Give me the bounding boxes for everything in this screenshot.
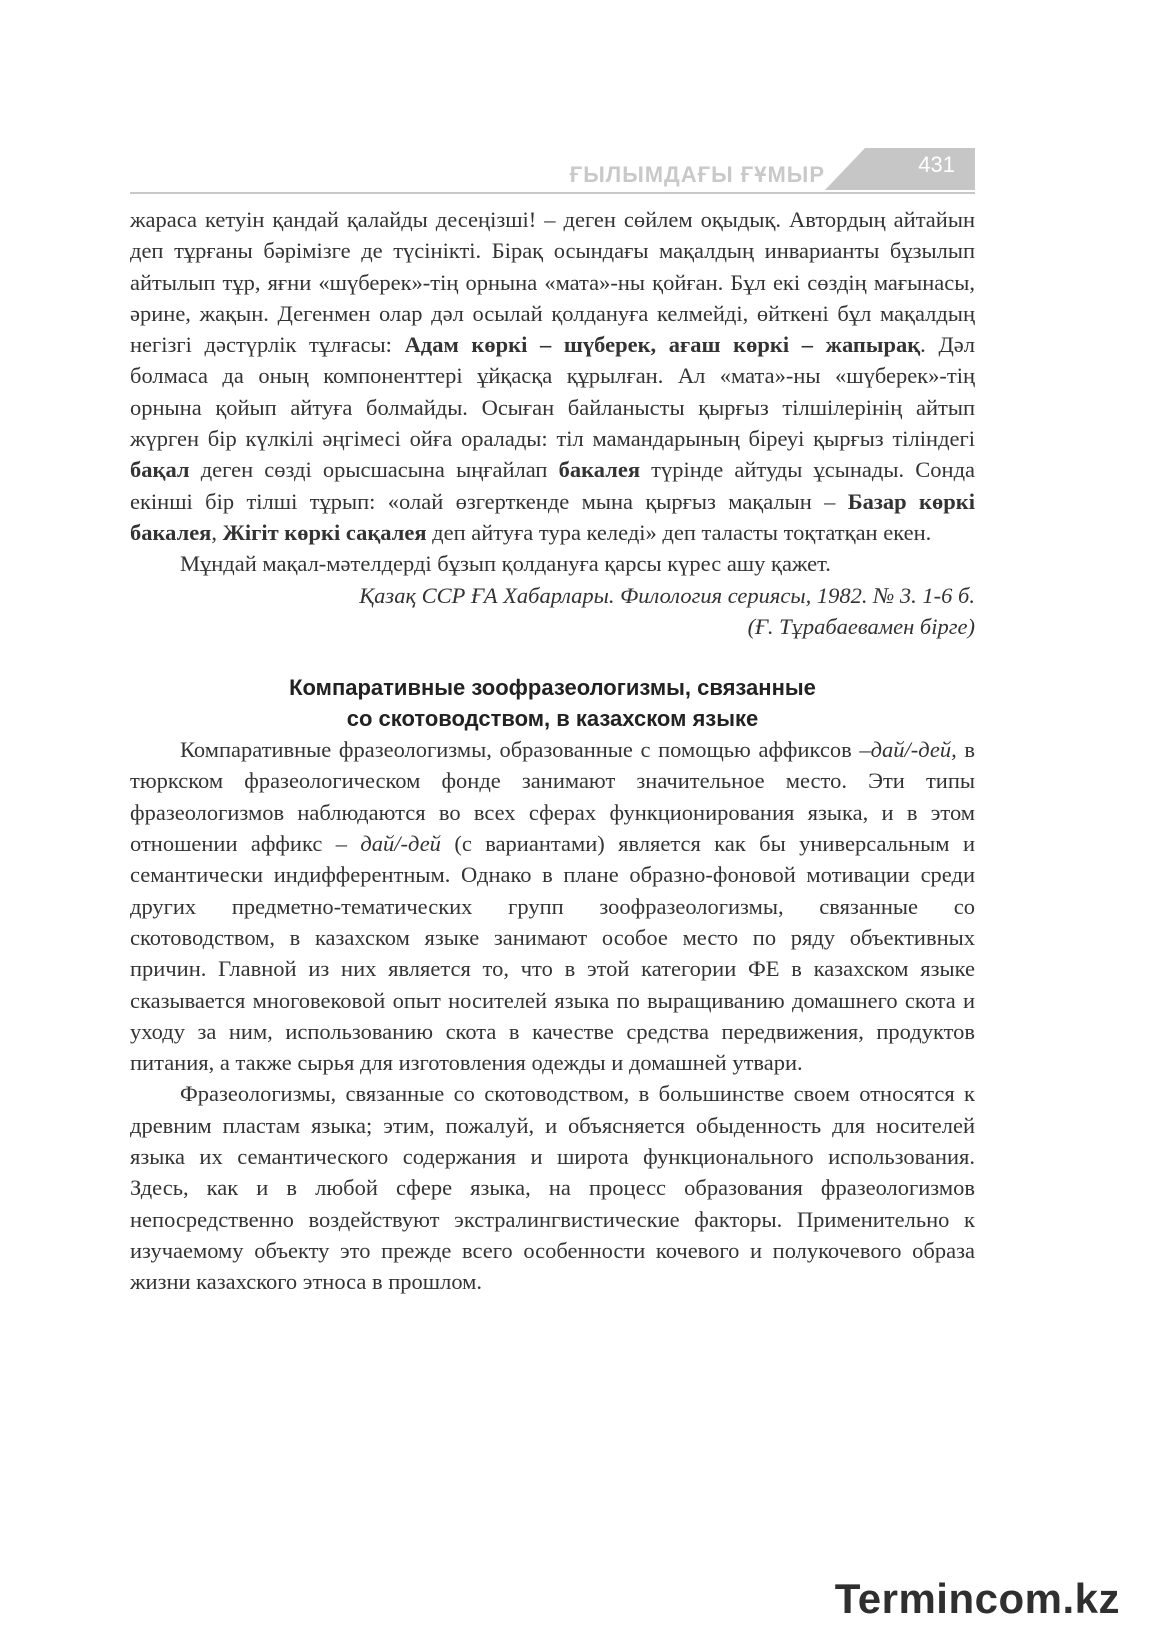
text-run: в тюркском фразеологическом фонде занимают значительное место. Эти типы фразеологизмов наблюдаются во всех сферах функционирования языка, и в этом отношении аффикс [130,737,976,857]
running-header [130,148,975,194]
running-header-title: ҒЫЛЫМДАҒЫ ҒҰМЫР [569,162,825,187]
paragraph-second: Фразеологизмы, связанные со скотоводством, в большинстве своем относятся к древним пластам языка; этим, пожалуй, и объясняется обыденность для носителей языка их семантического содержания и широта функционального использования. Здесь, как и в любой сфере языка, на процесс образования фразеологизмов непосредственно воздействуют экстралингвистические факторы. Применительно к изучаемому объекту это прежде всего особенности кочевого и полукочевого образа жизни казахского этноса в прошлом. [130,1081,975,1295]
page-body [130,204,975,1298]
source-coauthor: (Ғ. Тұрабаевамен бірге) [747,613,975,639]
text-run: (с вариантами) является как бы универсальным и семантически индифферентным. Однако в плане образно-фоновой мотивации среди других предметно-тематических групп зоофразеологизмы, связанные со скотоводством, в казахском языке занимают особое место по ряду объективных причин. Главной из них является то, что в этой категории ФЕ в казахском языке сказывается многовековой опыт носителей языка по выращиванию домашнего скота и уходу за ним, использованию скота в качестве средства передвижения, продуктов питания, а также сырья для изготовления одежды и домашней утвари. [130,831,975,1076]
text-run: , [211,519,223,545]
paragraph-intro [130,734,975,1078]
italic-phrase: –дай/-дей, [859,737,957,763]
text-run: жараса кетуін қандай қалайды десеңізші! – деген сөйлем оқыдық. Автордың айтайын деп тұрғаны бәрімізге де түсінікті. Бірақ осындағы мақалдың инварианты бұзылып айтылып тұр, яғни «шүберек»-тің орнына «мата»-ны қойған. Бұл екі сөздің мағынасы, әрине, жақын. Дегенмен олар дәл осылай қолдануға келмейді, өйткені бұл мақалдың негізгі дәстүрлік тұлғасы: [130,207,975,358]
paragraph-conclusion: Мұндай мақал-мәтелдерді бұзып қолдануға қарсы күрес ашу қажет. [180,551,831,577]
bold-phrase: Жігіт көркі сақалея [222,519,427,545]
text-run: деген сөзді орысшасына ыңғайлап [189,457,559,483]
italic-phrase: – дай/-дей [335,831,441,857]
text-run: деп айтуға тура келеді» деп таласты тоқтатқан екен. [426,519,932,545]
article-heading-line1: Компаративные зоофразеологизмы, связанные [289,675,816,701]
bold-phrase: Адам көркі – шүберек, ағаш көркі – жапырақ [404,332,921,358]
paragraph-continued [130,204,975,548]
bold-phrase: бакалея [558,457,640,483]
bold-phrase: Базар көркі бакалея [130,488,975,545]
page-number: 431 [918,152,955,177]
text-run: түрінде айтуды ұсынады. Сонда екінші бір тілші тұрып: «олай өзгерткенде мына қырғыз мақалын – [130,457,976,514]
article-heading [130,672,975,734]
source-citation: Қазақ ССР ҒА Хабарлары. Филология сериясы, 1982. № 3. 1-6 б. [359,582,975,608]
header-rule [130,192,975,194]
watermark-text: Termincom.kz [834,1575,1120,1622]
text-run: Компаративные фразеологизмы, образованные с помощью аффиксов [180,737,860,763]
text-run: . Дәл болмаса да оның компоненттері ұйқасқа құрылған. Ал «мата»-ны «шүберек»-тің орнына қойып айтуға болмайды. Осыған байланысты қырғыз тілшілерінің айтып жүрген бір күлкілі әңгімесі ойға оралады: тіл мамандарының біреуі қырғыз тіліндегі [130,332,976,452]
site-watermark [835,1575,1120,1623]
article-heading-line2: со скотоводством, в казахском языке [346,706,759,732]
bold-phrase: бақал [130,457,190,483]
